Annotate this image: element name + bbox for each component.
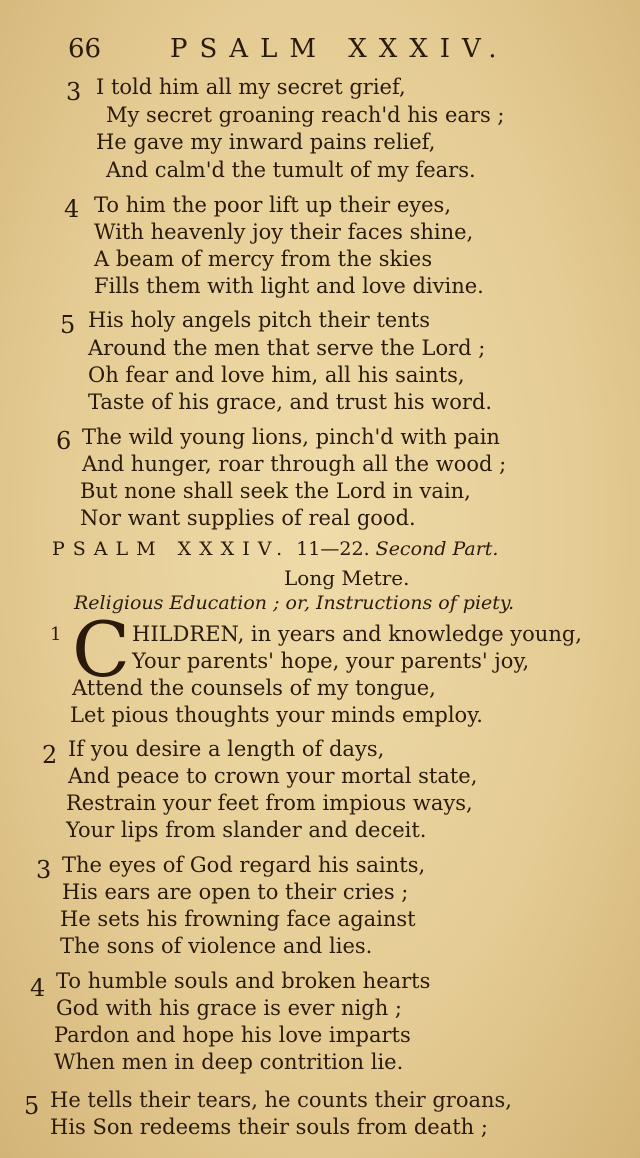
verse-line: His ears are open to their cries ;	[62, 880, 409, 904]
verse-number: 1	[50, 624, 62, 645]
section-heading	[52, 538, 498, 560]
section-subtitle: Religious Education ; or, Instructions of piety.	[74, 592, 515, 614]
verse-line: And peace to crown your mortal state,	[68, 764, 478, 788]
verse-line: And hunger, roar through all the wood ;	[82, 452, 507, 476]
verse-line: To him the poor lift up their eyes,	[94, 193, 451, 217]
verse-line: The eyes of God regard his saints,	[62, 853, 426, 877]
verse-number: 5	[24, 1092, 40, 1120]
verse-line: When men in deep contrition lie.	[54, 1050, 404, 1074]
verse-number: 6	[56, 427, 72, 455]
verse-number: 4	[30, 974, 46, 1002]
running-title: PSALM XXXIV.	[170, 34, 509, 64]
verse-line: Let pious thoughts your minds employ.	[70, 703, 483, 727]
verse-line: But none shall seek the Lord in vain,	[80, 479, 471, 503]
verse-line: If you desire a length of days,	[68, 737, 385, 761]
verse-line: To humble souls and broken hearts	[56, 969, 431, 993]
verse-line: With heavenly joy their faces shine,	[94, 220, 474, 244]
section-verses: 11—22.	[296, 538, 370, 560]
page-number: 66	[68, 34, 102, 64]
verse-line: A beam of mercy from the skies	[94, 247, 433, 271]
verse-line: My secret groaning reach'd his ears ;	[106, 103, 505, 127]
verse-line: The sons of violence and lies.	[60, 934, 373, 958]
section-psalm: PSALM XXXIV.	[52, 538, 291, 560]
drop-capital: C	[72, 605, 131, 694]
verse-line: Attend the counsels of my tongue,	[72, 676, 436, 700]
verse-line: God with his grace is ever nigh ;	[56, 996, 402, 1020]
metre-label: Long Metre.	[284, 566, 410, 590]
verse-line: His Son redeems their souls from death ;	[50, 1115, 488, 1139]
verse-line: Around the men that serve the Lord ;	[88, 336, 486, 360]
verse-line: Restrain your feet from impious ways,	[66, 791, 473, 815]
verse-number: 4	[64, 195, 80, 223]
verse-line: Oh fear and love him, all his saints,	[88, 363, 465, 387]
verse-line: He sets his frowning face against	[60, 907, 416, 931]
verse-line: Fills them with light and love divine.	[94, 274, 484, 298]
section-part: Second Part.	[375, 538, 499, 560]
verse-line: HILDREN, in years and knowledge young,	[132, 622, 582, 646]
verse-line: I told him all my secret grief,	[96, 75, 406, 99]
verse-line: He gave my inward pains relief,	[96, 130, 436, 154]
verse-number: 3	[36, 856, 52, 884]
verse-line: Nor want supplies of real good.	[80, 506, 416, 530]
verse-number: 3	[66, 78, 82, 106]
page-header	[0, 34, 640, 74]
verse-number: 2	[42, 741, 58, 769]
verse-line: His holy angels pitch their tents	[88, 308, 430, 332]
verse-line: Pardon and hope his love imparts	[54, 1023, 411, 1047]
verse-line: Taste of his grace, and trust his word.	[88, 390, 493, 414]
verse-number: 5	[60, 311, 76, 339]
verse-line: Your parents' hope, your parents' joy,	[132, 649, 530, 673]
verse-line: And calm'd the tumult of my fears.	[106, 158, 476, 182]
verse-line: The wild young lions, pinch'd with pain	[82, 425, 500, 449]
verse-line: Your lips from slander and deceit.	[66, 818, 427, 842]
verse-line: He tells their tears, he counts their groans,	[50, 1088, 512, 1112]
